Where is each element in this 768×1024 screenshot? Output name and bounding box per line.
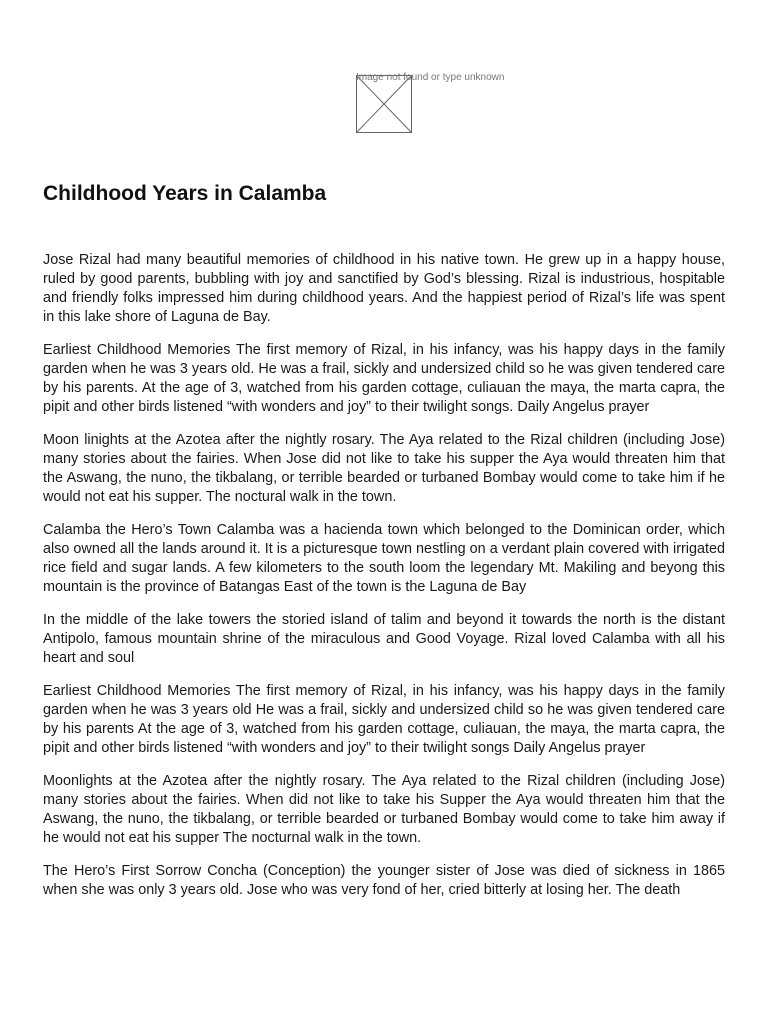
document-body [43,251,725,914]
image-placeholder [356,72,505,133]
image-alt-text: Image not found or type unknown [356,72,505,83]
paragraph: Calamba the Hero’s Town Calamba was a hacienda town which belonged to the Dominican order, which also owned all the lands around it. It is a picturesque town nestling on a verdant plain covered with irrigated rice field and sugar lands. A few kilometers to the south loom the legendary Mt. Makiling and beyong this mountain is the province of Batangas East of the town is the Laguna de Bay [43,522,725,595]
page-title: Childhood Years in Calamba [43,182,327,205]
paragraph: Earliest Childhood Memories The first memory of Rizal, in his infancy, was his happy days in the family garden when he was 3 years old He was a frail, sickly and undersized child so he was given tendered care by his parents At the age of 3, watched from his garden cottage, culiauan, the maya, the marta capra, the pipit and other birds listened “with wonders and joy” to their twilight songs Daily Angelus prayer [43,683,725,756]
paragraph: Jose Rizal had many beautiful memories of childhood in his native town. He grew up in a happy house, ruled by good parents, bubbling with joy and sanctified by God’s blessing. Rizal is industrious, hospitable and friendly folks impressed him during childhood years. And the happiest period of Rizal’s life was spent in this lake shore of Laguna de Bay. [43,252,725,325]
paragraph: Moon linights at the Azotea after the nightly rosary. The Aya related to the Rizal children (including Jose) many stories about the fairies. When Jose did not like to take his supper the Aya would threaten him that the Aswang, the nuno, the tikbalang, or terrible bearded or turbaned Bombay would come to take him if he would not eat his supper. The noctural walk in the town. [43,432,725,505]
paragraph: In the middle of the lake towers the storied island of talim and beyond it towards the north is the distant Antipolo, famous mountain shrine of the miraculous and Good Voyage. Rizal loved Calamba with all his heart and soul [43,612,725,666]
paragraph: Moonlights at the Azotea after the nightly rosary. The Aya related to the Rizal children (including Jose) many stories about the fairies. When did not like to take his Supper the Aya would threaten him that the Aswang, the nuno, the tikbalang, or terrible bearded or turbaned Bombay would come to take him away if he would not eat his supper The nocturnal walk in the town. [43,773,725,846]
paragraph: Earliest Childhood Memories The first memory of Rizal, in his infancy, was his happy days in the family garden when he was 3 years old. He was a frail, sickly and undersized child so he was given tendered care by his parents. At the age of 3, watched from his garden cottage, culiauan the maya, the marta capra, the pipit and other birds listened “with wonders and joy” to their twilight songs. Daily Angelus prayer [43,342,725,415]
paragraph: The Hero’s First Sorrow Concha (Conception) the younger sister of Jose was died of sickness in 1865 when she was only 3 years old. Jose who was very fond of her, cried bitterly at losing her. The death [43,863,725,898]
